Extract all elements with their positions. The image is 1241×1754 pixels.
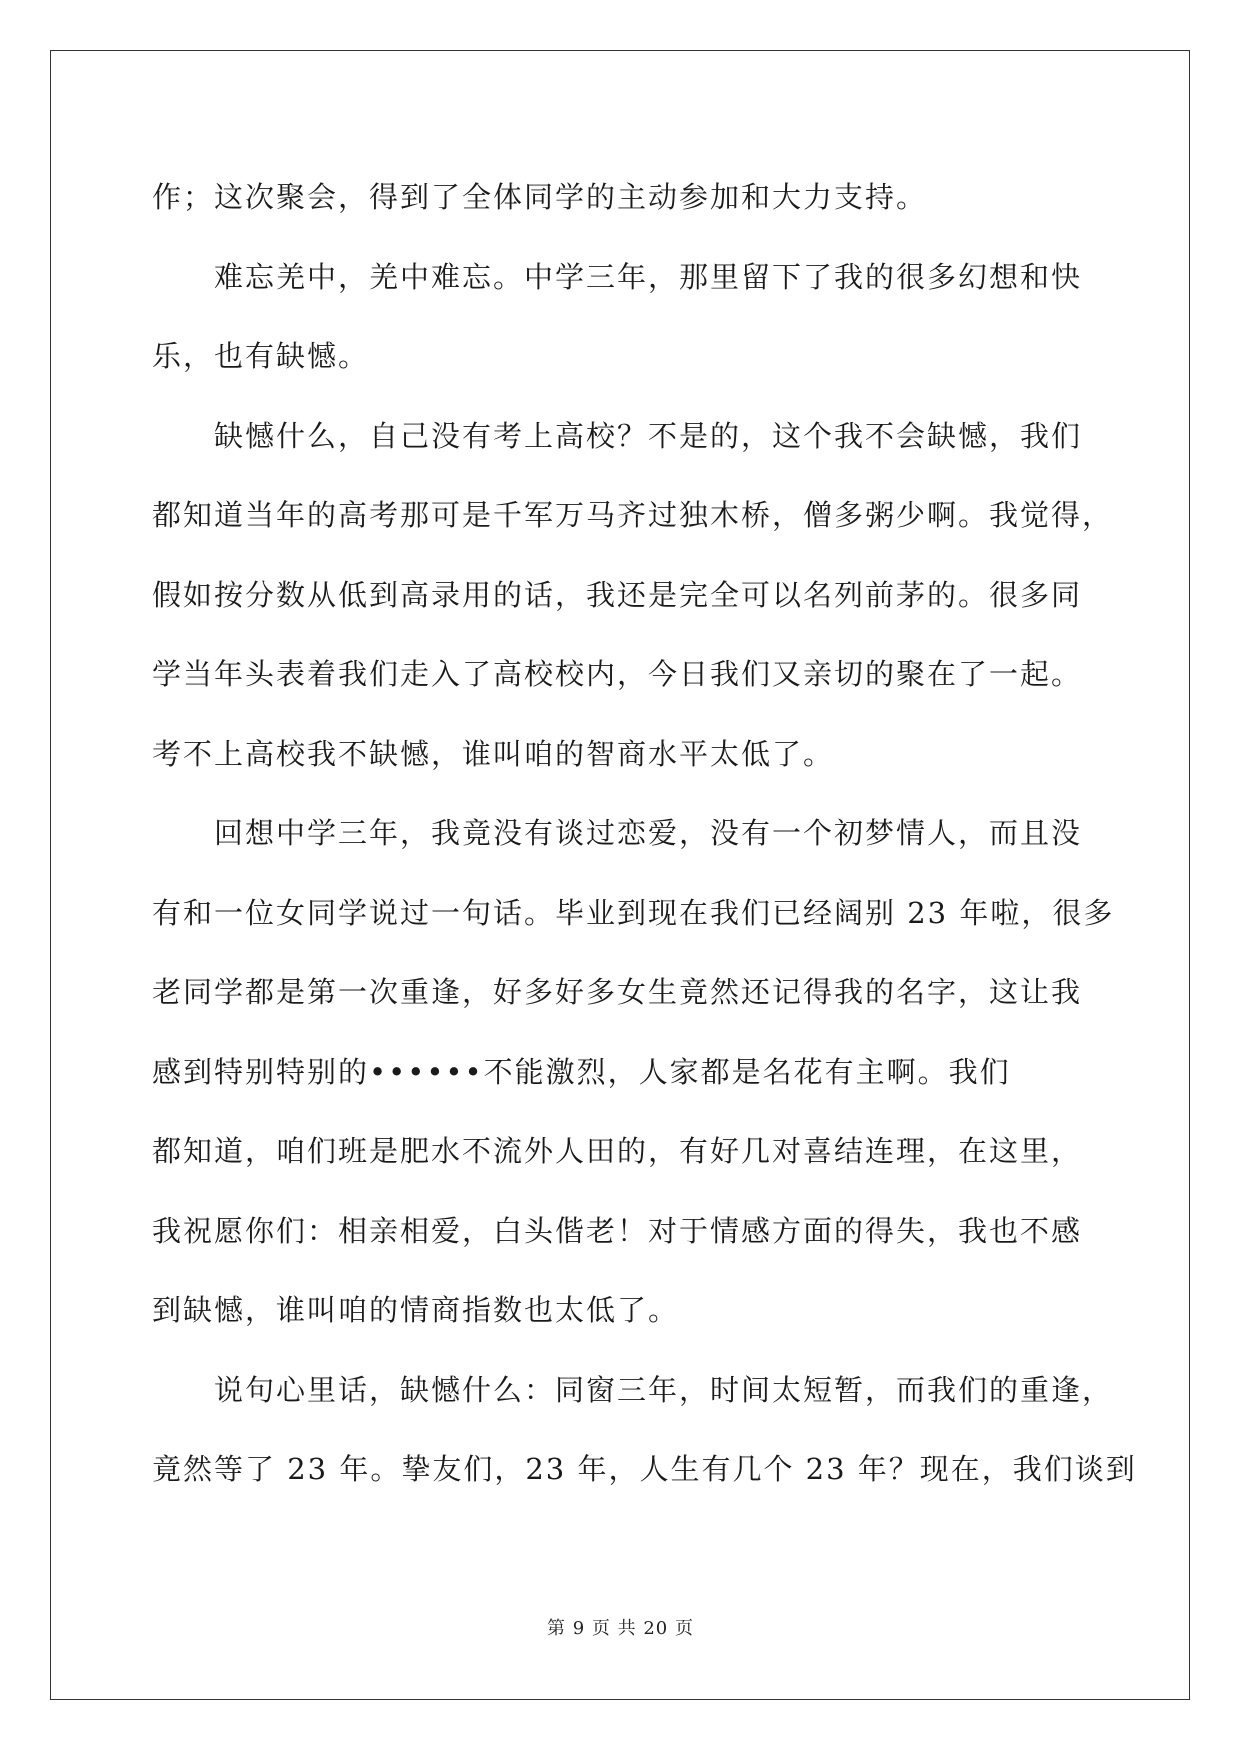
text-line-4: 缺憾什么，自己没有考上高校？不是的，这个我不会缺憾，我们	[214, 418, 1083, 453]
text-line-14: 我祝愿你们：相亲相爱，白头偕老！对于情感方面的得失，我也不感	[152, 1213, 1083, 1248]
page-number: 第 9 页 共 20 页	[547, 1618, 694, 1639]
text-line-3: 乐，也有缺憾。	[152, 339, 370, 373]
text-line-8: 考不上高校我不缺憾，谁叫咱的智商水平太低了。	[152, 736, 835, 771]
text-line-17: 竟然等了 23 年。挚友们，23 年，人生有几个 23 年？现在，我们谈到	[152, 1452, 1137, 1486]
text-line-6: 假如按分数从低到高录用的话，我还是完全可以名列前茅的。很多同	[152, 577, 1083, 612]
text-line-1: 作；这次聚会，得到了全体同学的主动参加和大力支持。	[152, 180, 928, 214]
text-line-7: 学当年头表着我们走入了高校校内，今日我们又亲切的聚在了一起。	[152, 657, 1083, 691]
text-line-12: 感到特别特别的••••••不能激烈，人家都是名花有主啊。我们	[152, 1054, 1011, 1089]
text-line-2: 难忘羌中，羌中难忘。中学三年，那里留下了我的很多幻想和快	[214, 259, 1083, 294]
text-line-5: 都知道当年的高考那可是千军万马齐过独木桥，僧多粥少啊。我觉得，	[152, 498, 1114, 532]
text-line-11: 老同学都是第一次重逢，好多好多女生竟然还记得我的名字，这让我	[152, 975, 1083, 1009]
text-line-15: 到缺憾，谁叫咱的情商指数也太低了。	[152, 1293, 680, 1327]
text-line-9: 回想中学三年，我竟没有谈过恋爱，没有一个初梦情人，而且没	[214, 816, 1083, 850]
text-line-16: 说句心里话，缺憾什么：同窗三年，时间太短暂，而我们的重逢，	[214, 1372, 1114, 1407]
document-body	[152, 158, 1137, 1510]
text-line-10: 有和一位女同学说过一句话。毕业到现在我们已经阔别 23 年啦，很多	[152, 895, 1115, 930]
text-line-13: 都知道，咱们班是肥水不流外人田的，有好几对喜结连理，在这里，	[152, 1134, 1083, 1168]
